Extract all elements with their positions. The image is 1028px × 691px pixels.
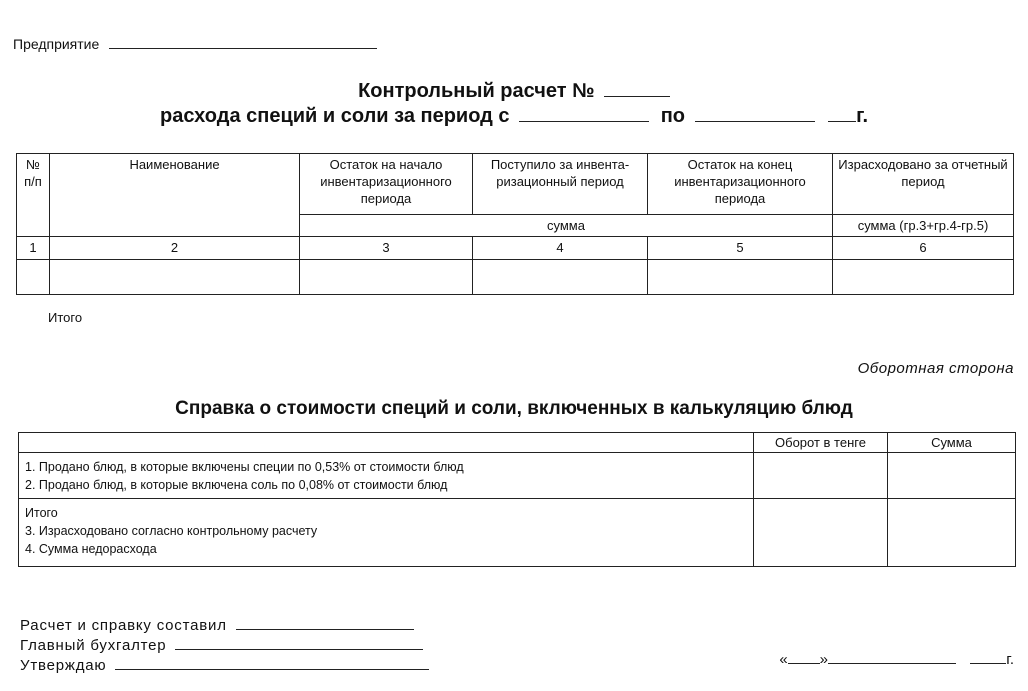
row-consumed-per-calc: 3. Израсходовано согласно контрольному расчету: [25, 524, 318, 538]
date-field: [779, 651, 1014, 668]
column-number-row: [17, 237, 1014, 260]
certificate-header-blank: [19, 433, 754, 453]
sum-label: сумма: [300, 215, 833, 237]
table-row: [17, 260, 1014, 295]
enterprise-blank-line: [109, 47, 377, 49]
approve-label: Утверждаю: [20, 657, 107, 674]
row-salt-sold: 2. Продано блюд, в которые включена соль по 0,08% от стоимости блюд: [25, 478, 448, 492]
compiled-by-field: [20, 617, 414, 634]
column-number: 1: [17, 237, 50, 260]
column-number: 6: [833, 237, 1014, 260]
sold-dishes-cell: [19, 453, 754, 499]
date-year-line: [970, 662, 1006, 664]
col-header-received: Поступило за инвента-ризационный период: [473, 154, 648, 215]
table-cell[interactable]: [17, 260, 50, 295]
chief-accountant-field: [20, 637, 423, 654]
date-day-line: [788, 662, 820, 664]
table-cell[interactable]: [50, 260, 300, 295]
approve-field: [20, 657, 429, 674]
table-cell[interactable]: [473, 260, 648, 295]
period-title-part2: по: [660, 105, 685, 127]
certificate-table: [18, 432, 1016, 567]
totals-cell: [19, 499, 754, 567]
col-header-end-balance: Остаток на конец инвентаризационного периода: [648, 154, 833, 215]
compiled-by-label: Расчет и справку составил: [20, 617, 227, 634]
period-from-blank-line: [519, 120, 649, 122]
reverse-side-label: Оборотная сторона: [857, 360, 1014, 377]
column-number: 4: [473, 237, 648, 260]
period-title-part1: расхода специй и соли за период с: [159, 105, 510, 127]
certificate-header-row: [19, 433, 1016, 453]
control-calc-table: [16, 153, 1014, 295]
table-cell[interactable]: [888, 453, 1016, 499]
table-cell[interactable]: [648, 260, 833, 295]
table-header-row: [17, 154, 1014, 215]
row-underspend: 4. Сумма недорасхода: [25, 542, 157, 556]
enterprise-field: [13, 36, 377, 52]
date-month-line: [828, 662, 956, 664]
row-spices-sold: 1. Продано блюд, в которые включены специи по 0,53% от стоимости блюд: [25, 460, 464, 474]
column-number: 5: [648, 237, 833, 260]
table-cell[interactable]: [300, 260, 473, 295]
approve-signature-line: [115, 668, 429, 670]
form-title-line2: [0, 105, 1028, 128]
col-header-turnover: Оборот в тенге: [754, 433, 888, 453]
table-cell[interactable]: [754, 453, 888, 499]
date-close-quote: »: [819, 651, 829, 668]
period-to-blank-line: [695, 120, 815, 122]
column-number: 3: [300, 237, 473, 260]
certificate-title: Справка о стоимости специй и соли, включенных в калькуляцию блюд: [175, 398, 853, 419]
row-itogo: Итого: [25, 506, 58, 520]
table-cell[interactable]: [833, 260, 1014, 295]
table-cell[interactable]: [888, 499, 1016, 567]
col-header-consumed: Израсходовано за отчетный период: [833, 154, 1014, 215]
col-header-start-balance: Остаток на начало инвентаризационного периода: [300, 154, 473, 215]
column-number: 2: [50, 237, 300, 260]
table-row: [19, 453, 1016, 499]
calc-number-blank-line: [604, 95, 670, 97]
table-total-label: Итого: [48, 310, 83, 325]
table-row: [19, 499, 1016, 567]
col-header-num: № п/п: [17, 154, 50, 237]
sum-formula-label: сумма (гр.3+гр.4-гр.5): [833, 215, 1014, 237]
date-year-suffix: г.: [1006, 651, 1014, 668]
table-cell[interactable]: [754, 499, 888, 567]
form-title-line1: [0, 80, 1028, 103]
control-calc-title: Контрольный расчет №: [358, 80, 595, 102]
chief-accountant-label: Главный бухгалтер: [20, 637, 167, 654]
year-blank-line: [828, 120, 856, 122]
period-year-suffix: г.: [856, 105, 868, 127]
col-header-name: Наименование: [50, 154, 300, 237]
chief-accountant-signature-line: [175, 648, 423, 650]
col-header-sum: Сумма: [888, 433, 1016, 453]
enterprise-label: Предприятие: [13, 36, 100, 52]
date-open-quote: «: [779, 651, 788, 668]
compiled-by-signature-line: [236, 628, 414, 630]
